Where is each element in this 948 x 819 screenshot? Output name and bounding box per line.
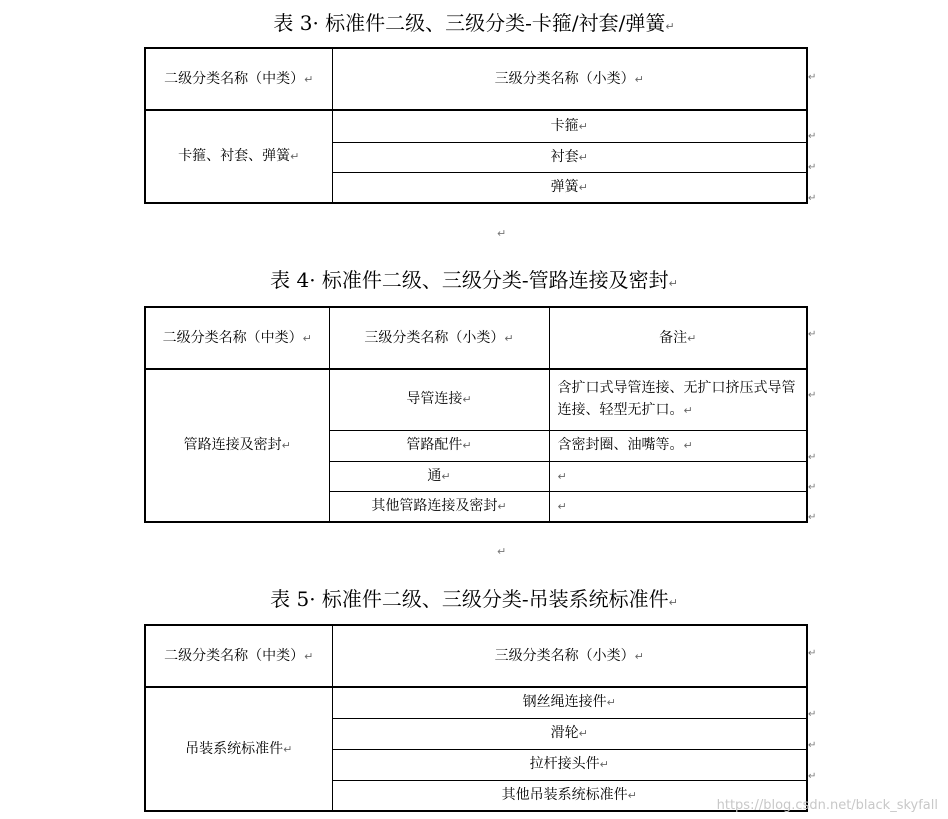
- row-end-mark: ↵: [808, 740, 817, 751]
- table-row: 其他管路连接及密封↵: [329, 491, 549, 522]
- table-row: 卡箍↵: [332, 110, 807, 142]
- table4-header-col2: 三级分类名称（小类）↵: [329, 307, 549, 369]
- table4-header-col3: 备注↵: [549, 307, 807, 369]
- row-end-mark: ↵: [808, 771, 817, 782]
- table-row-note: 含扩口式导管连接、无扩口挤压式导管连接、轻型无扩口。↵: [549, 369, 807, 430]
- row-end-mark: ↵: [808, 452, 817, 463]
- table-row: 衬套↵: [332, 142, 807, 172]
- table-row: 管路配件↵: [329, 430, 549, 461]
- paragraph-mark: ↵: [497, 545, 507, 558]
- table-row: 导管连接↵: [329, 369, 549, 430]
- table-row: 拉杆接头件↵: [332, 749, 807, 780]
- table-row-note: 含密封圈、油嘴等。↵: [549, 430, 807, 461]
- table3: [144, 47, 808, 204]
- table5: [144, 624, 808, 812]
- table-row: 其他吊装系统标准件↵: [332, 780, 807, 811]
- table4-caption: 表 4· 标准件二级、三级分类-管路连接及密封↵: [270, 268, 678, 292]
- table5-caption: 表 5· 标准件二级、三级分类-吊装系统标准件↵: [270, 587, 678, 611]
- table5-header-col1: 二级分类名称（中类）↵: [145, 625, 332, 687]
- row-end-mark: ↵: [808, 131, 817, 142]
- row-end-mark: ↵: [808, 162, 817, 173]
- row-end-mark: ↵: [808, 512, 817, 523]
- table-row: 弹簧↵: [332, 172, 807, 203]
- table-row: 通↵: [329, 461, 549, 491]
- table-row: 钢丝绳连接件↵: [332, 687, 807, 718]
- table-row-note: ↵: [549, 491, 807, 522]
- table5-header-col2: 三级分类名称（小类）↵: [332, 625, 807, 687]
- table3-caption: 表 3· 标准件二级、三级分类-卡箍/衬套/弹簧↵: [273, 11, 675, 35]
- table-row-note: ↵: [549, 461, 807, 491]
- table3-header-col1: 二级分类名称（中类）↵: [145, 48, 332, 110]
- watermark: https://blog.csdn.net/black_skyfall: [716, 798, 938, 813]
- row-end-mark: ↵: [808, 709, 817, 720]
- row-end-mark: ↵: [808, 648, 817, 659]
- paragraph-mark: ↵: [497, 227, 507, 240]
- table5-category: 吊装系统标准件↵: [145, 687, 332, 811]
- table3-category: 卡箍、衬套、弹簧↵: [145, 110, 332, 203]
- row-end-mark: ↵: [808, 329, 817, 340]
- table-row: 滑轮↵: [332, 718, 807, 749]
- row-end-mark: ↵: [808, 193, 817, 204]
- table4-header-col1: 二级分类名称（中类）↵: [145, 307, 329, 369]
- table3-header-col2: 三级分类名称（小类）↵: [332, 48, 807, 110]
- table4: [144, 306, 808, 523]
- row-end-mark: ↵: [808, 72, 817, 83]
- row-end-mark: ↵: [808, 482, 817, 493]
- table4-category: 管路连接及密封↵: [145, 369, 329, 522]
- row-end-mark: ↵: [808, 390, 817, 401]
